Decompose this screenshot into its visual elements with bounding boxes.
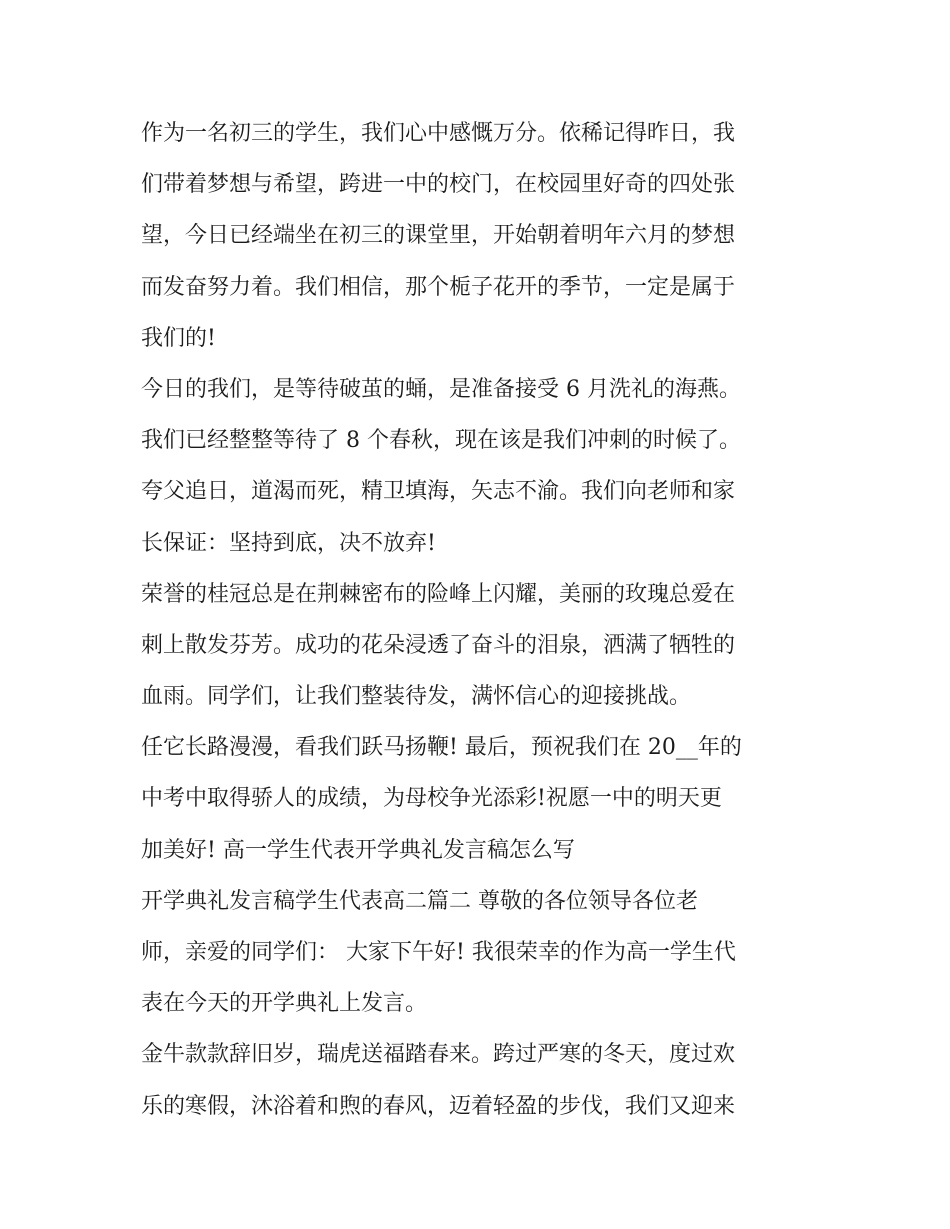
text-line: 长保证：坚持到底，决不放弃! — [141, 530, 436, 556]
document-body — [141, 108, 821, 1132]
text-line: 荣誉的桂冠总是在荆棘密布的险峰上闪耀，美丽的玫瑰总爱在 — [141, 581, 736, 607]
text-line: 师，亲爱的同学们： 大家下午好! 我很荣幸的作为高一学生代 — [141, 940, 736, 965]
text-line: 我们已经整整等待了 8 个春秋，现在该是我们冲刺的时候了。 — [141, 428, 741, 454]
text-line: 表在今天的开学典礼上发言。 — [141, 991, 428, 1017]
text-line: 刺上散发芬芳。成功的花朵浸透了奋斗的泪泉，洒满了牺牲的 — [141, 632, 736, 658]
text-line: 中考中取得骄人的成绩，为母校争光添彩!祝愿一中的明天更 — [141, 786, 722, 812]
text-line: 们带着梦想与希望，跨进一中的校门，在校园里好奇的四处张 — [141, 172, 736, 198]
text-line: 望，今日已经端坐在初三的课堂里，开始朝着明年六月的梦想 — [141, 223, 736, 249]
text-line: 今日的我们，是等待破茧的蛹，是准备接受 6 月洗礼的海燕。 — [141, 376, 741, 402]
text-line: 血雨。同学们，让我们整装待发，满怀信心的迎接挑战。 — [141, 684, 692, 710]
text-line: 任它长路漫漫，看我们跃马扬鞭! 最后，预祝我们在 20__年的 — [141, 735, 742, 761]
text-line: 金牛款款辞旧岁，瑞虎送福踏春来。跨过严寒的冬天，度过欢 — [141, 1042, 736, 1068]
text-line: 夸父追日，道渴而死，精卫填海，矢志不渝。我们向老师和家 — [141, 479, 736, 505]
text-line: 我们的! — [141, 325, 216, 351]
text-line: 加美好! 高一学生代表开学典礼发言稿怎么写 — [141, 837, 575, 863]
text-line: 作为一名初三的学生，我们心中感慨万分。依稀记得昨日，我 — [141, 121, 736, 146]
text-line: 而发奋努力着。我们相信，那个栀子花开的季节，一定是属于 — [141, 274, 736, 300]
text-line: 乐的寒假，沐浴着和煦的春风，迈着轻盈的步伐，我们又迎来 — [141, 1093, 736, 1119]
text-line: 开学典礼发言稿学生代表高二篇二 尊敬的各位领导各位老 — [141, 888, 698, 914]
